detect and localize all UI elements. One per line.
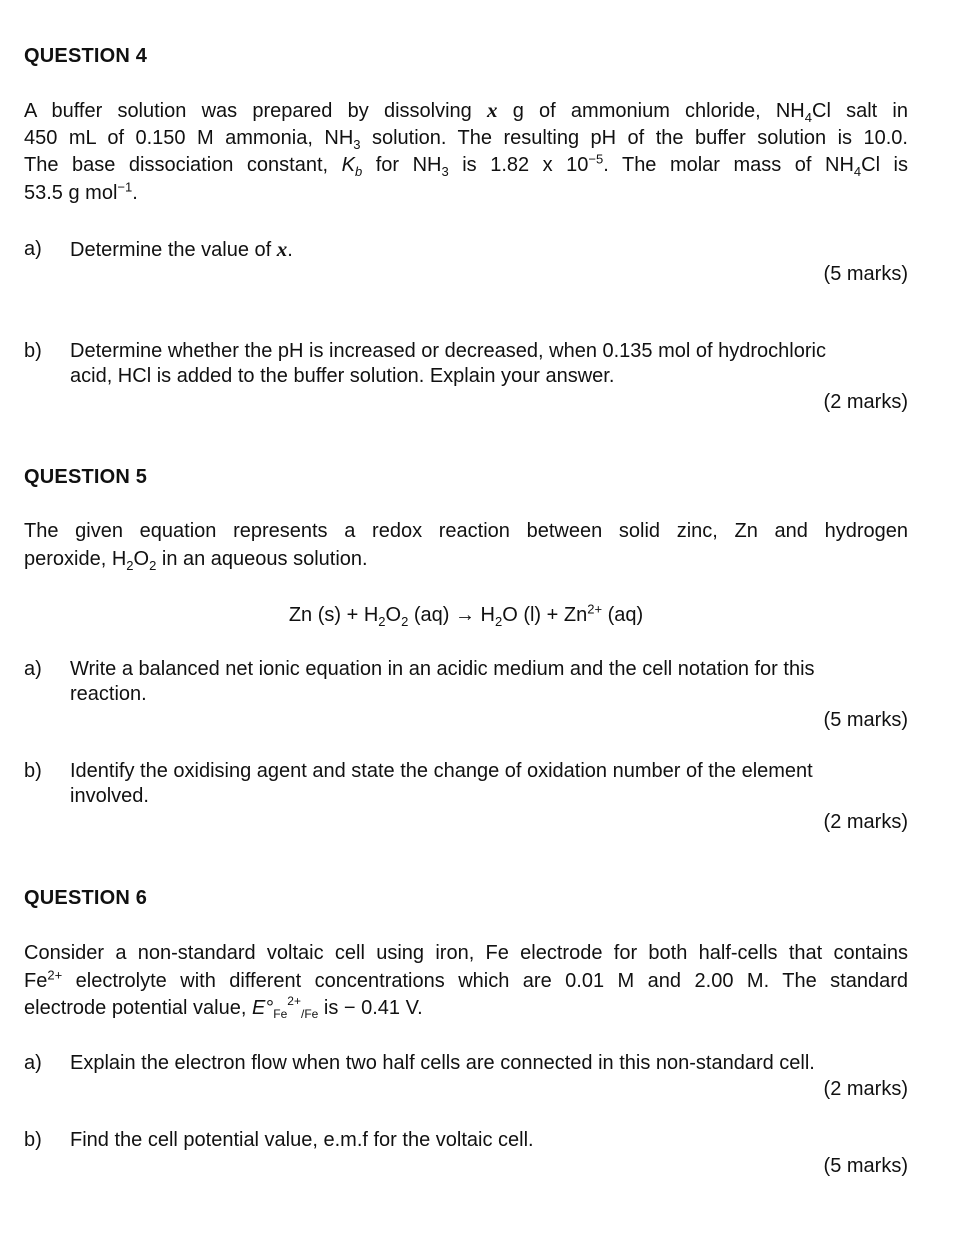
question-4b <box>24 339 908 389</box>
q4a-marks: (5 marks) <box>823 263 908 285</box>
question-5-heading: QUESTION 5 <box>24 466 148 488</box>
q6-intro-line-1: Consider a non-standard voltaic cell using iron, Fe electrode for both half-cells that contains <box>24 942 908 964</box>
q5a-line-2: reaction. <box>70 683 147 705</box>
q5b-text <box>70 759 908 809</box>
q4b-label: b) <box>24 340 42 362</box>
question-4-intro <box>24 97 908 207</box>
q5-intro-line-1: The given equation represents a redox reaction between solid zinc, Zn and hydrogen <box>24 520 908 542</box>
q5a-line-1: Write a balanced net ionic equation in an acidic medium and the cell notation for this <box>70 658 815 680</box>
q5a-marks: (5 marks) <box>823 709 908 731</box>
q5-intro-line-2: peroxide, $H_2O_2$ in an aqueous solution. <box>24 547 368 573</box>
question-5b <box>24 759 908 809</box>
question-6b <box>24 1128 908 1153</box>
q4a-text: Determine the value of x. <box>70 237 293 261</box>
q4b-marks: (2 marks) <box>823 391 908 413</box>
q6-intro-line-3: electrode potential value, $E^\circ_{Fe}^{2+}_{/Fe}$ is − 0.41 V. <box>24 994 423 1021</box>
q4b-text <box>70 339 908 389</box>
q5a-text <box>70 657 908 707</box>
question-5-intro <box>24 518 908 573</box>
q6b-marks: (5 marks) <box>823 1155 908 1177</box>
q6b-text: Find the cell potential value, e.m.f for the voltaic cell. <box>70 1129 534 1151</box>
q4-intro-line-1: A buffer solution was prepared by dissolving x g of ammonium chloride, $NH_4Cl$ salt in <box>24 98 908 125</box>
q4-intro-line-3: The base dissociation constant, $K_b$ for $NH_3$ is 1.82 x $10^{-5}$. The molar mass of $NH_4Cl$ is <box>24 151 908 179</box>
redox-equation: Zn $(s) + H_2O_2$ $(aq) \to H_2O$ $(l) + Zn^{2+}$ (aq) <box>288 601 644 629</box>
q6-intro-line-2: $Fe^{2+}$ electrolyte with different concentrations which are 0.01 M and 2.00 M. The standard <box>24 966 908 992</box>
q5a-label: a) <box>24 658 42 680</box>
q4-intro-line-2: 450 mL of 0.150 M ammonia, $NH_3$ solution. The resulting pH of the buffer solution is 10.0. <box>24 126 908 152</box>
q6a-label: a) <box>24 1052 42 1074</box>
question-6-heading: QUESTION 6 <box>24 887 148 909</box>
q4b-line-1: Determine whether the pH is increased or decreased, when 0.135 mol of hydrochloric <box>70 340 826 362</box>
q6b-label: b) <box>24 1129 42 1151</box>
q6a-marks: (2 marks) <box>823 1078 908 1100</box>
q5b-label: b) <box>24 760 42 782</box>
question-5a <box>24 657 908 707</box>
q5b-line-1: Identify the oxidising agent and state the change of oxidation number of the element <box>70 760 813 782</box>
q5b-marks: (2 marks) <box>823 811 908 833</box>
question-6a <box>24 1051 908 1076</box>
question-6-intro <box>24 940 908 1023</box>
q5b-line-2: involved. <box>70 785 149 807</box>
q4b-line-2: acid, HCl is added to the buffer solution. Explain your answer. <box>70 365 615 387</box>
q4-intro-line-4: 53.5 g mol$^{-1}$. <box>24 178 138 204</box>
q6a-text: Explain the electron flow when two half cells are connected in this non-standard cell. <box>70 1052 815 1074</box>
question-4-heading: QUESTION 4 <box>24 45 148 67</box>
question-4a <box>24 237 908 262</box>
q4a-label: a) <box>24 238 42 260</box>
